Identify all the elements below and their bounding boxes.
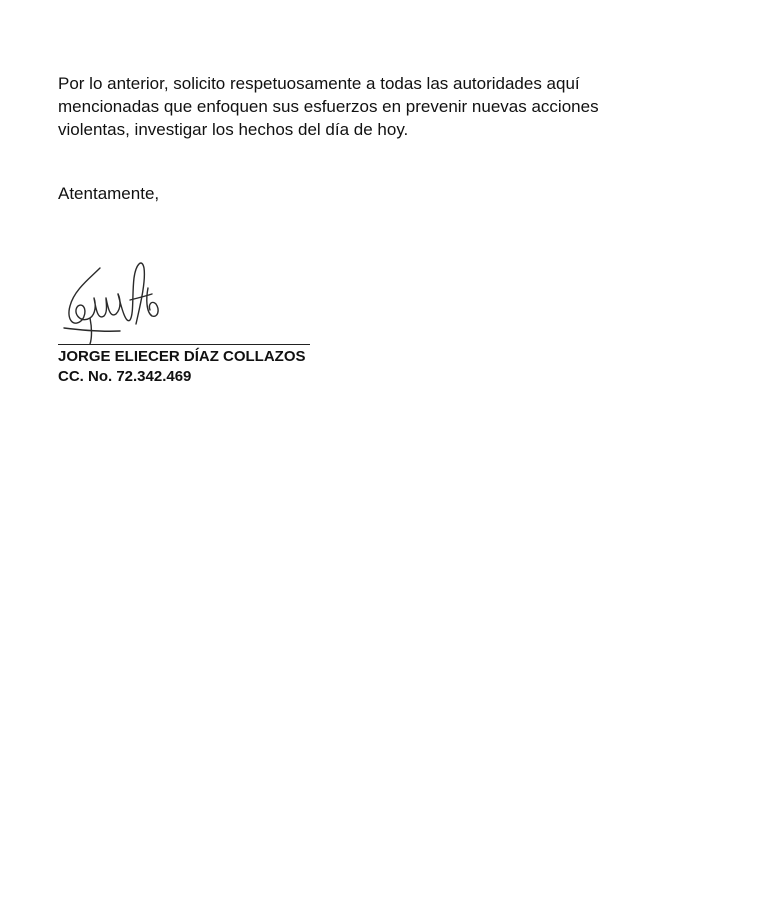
signer-name: JORGE ELIECER DÍAZ COLLAZOS (58, 348, 306, 365)
body-paragraph (58, 72, 718, 141)
body-line: mencionadas que enfoquen sus esfuerzos en prevenir nuevas acciones (58, 97, 599, 116)
body-line: violentas, investigar los hechos del día de hoy. (58, 120, 409, 139)
closing-text: Atentamente, (58, 184, 160, 203)
signature-icon (60, 254, 170, 346)
signature-line (58, 344, 310, 345)
signer-id-number: CC. No. 72.342.469 (58, 368, 192, 385)
body-line: Por lo anterior, solicito respetuosamente a todas las autoridades aquí (58, 74, 580, 93)
